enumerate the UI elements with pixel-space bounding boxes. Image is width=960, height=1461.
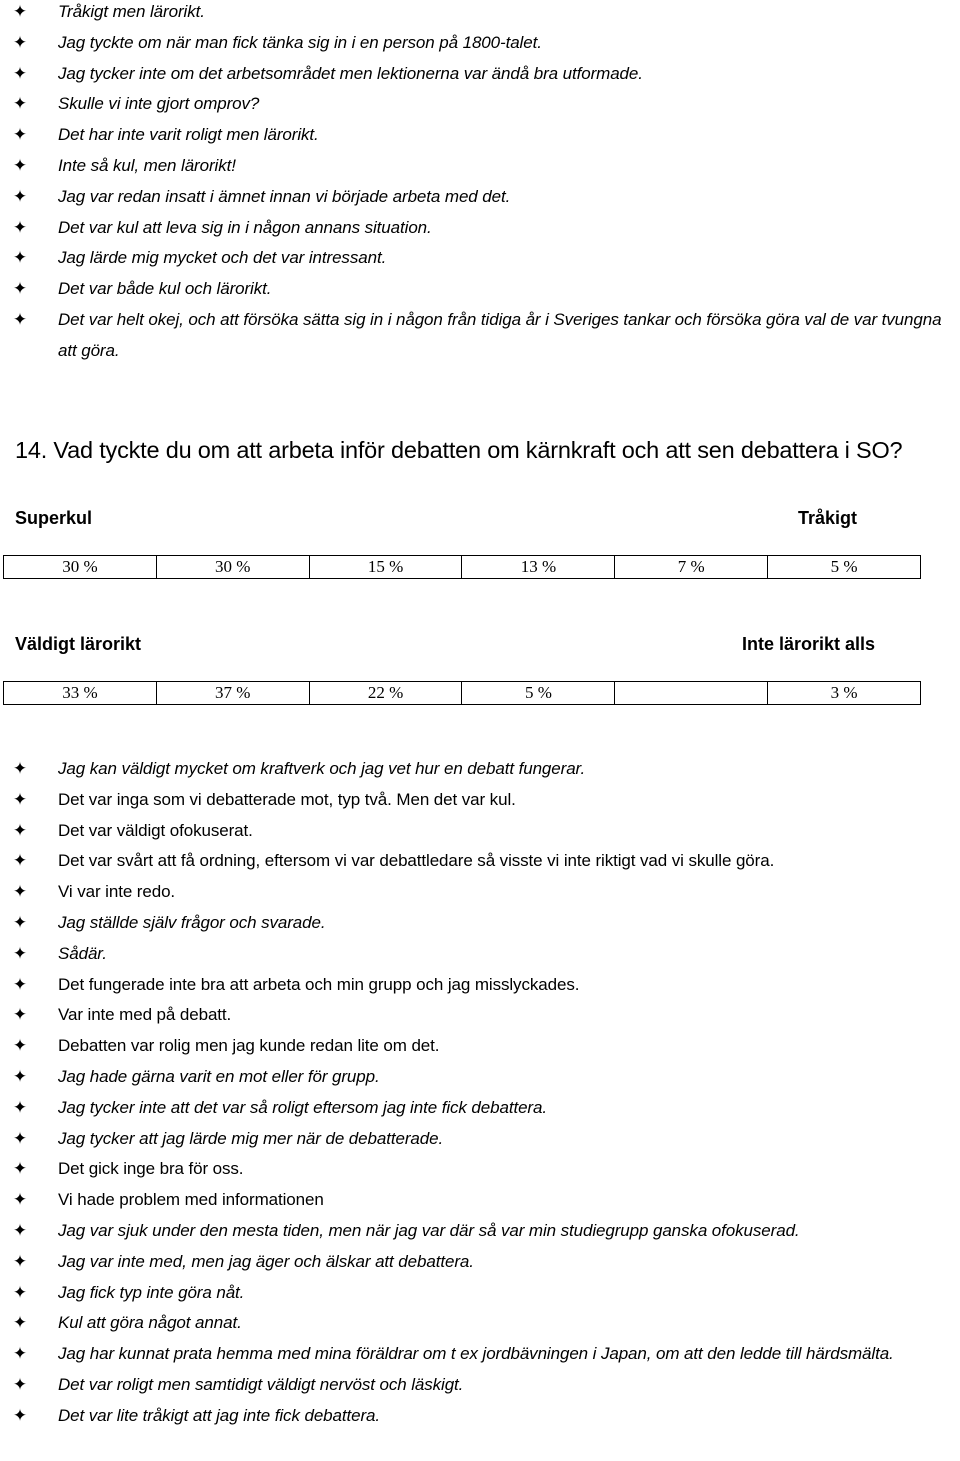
four-pointed-star-icon: ✦	[12, 1066, 28, 1087]
comment-item	[0, 182, 960, 213]
comment-text: Vi hade problem med informationen	[58, 1190, 324, 1210]
comment-item	[0, 213, 960, 244]
comment-text: Det var inga som vi debatterade mot, typ två. Men det var kul.	[58, 789, 516, 809]
comment-text: Jag hade gärna varit en mot eller för grupp.	[58, 1066, 380, 1086]
four-pointed-star-icon: ✦	[12, 2, 28, 22]
fun-scale-table	[3, 555, 921, 579]
four-pointed-star-icon: ✦	[12, 1344, 28, 1365]
comment-item	[0, 1093, 960, 1124]
fun-scale-cell-1: 30 %	[4, 556, 157, 579]
comment-item	[0, 0, 960, 28]
four-pointed-star-icon: ✦	[12, 759, 28, 779]
fun-scale-cell-2: 30 %	[156, 556, 309, 579]
comment-item	[0, 120, 960, 151]
learning-scale-cell-6: 3 %	[768, 682, 921, 705]
four-pointed-star-icon: ✦	[12, 248, 28, 269]
comment-item	[0, 243, 960, 274]
fun-scale-row	[4, 556, 921, 579]
four-pointed-star-icon: ✦	[12, 789, 28, 810]
bottom-comment-list	[0, 754, 960, 1432]
comment-text: Jag ställde själv frågor och svarade.	[58, 912, 326, 932]
fun-scale-cell-6: 5 %	[768, 556, 921, 579]
comment-text: Jag tycker att jag lärde mig mer när de debatterade.	[58, 1128, 444, 1148]
four-pointed-star-icon: ✦	[12, 1005, 28, 1026]
learning-scale-right-label: Inte lärorikt alls	[742, 634, 876, 654]
question-heading: 14. Vad tyckte du om att arbeta inför debatten om kärnkraft och att sen debattera i SO?	[15, 437, 903, 463]
comment-item	[0, 846, 960, 877]
four-pointed-star-icon: ✦	[12, 912, 28, 933]
comment-text: Det har inte varit roligt men lärorikt.	[58, 125, 319, 145]
comment-text: Det var helt okej, och att försöka sätta sig in i någon från tidiga år i Sveriges tankar och försöka göra val de var tvungna att göra.	[58, 309, 942, 360]
four-pointed-star-icon: ✦	[12, 1097, 28, 1118]
four-pointed-star-icon: ✦	[12, 125, 28, 146]
comment-text: Jag var redan insatt i ämnet innan vi började arbeta med det.	[58, 186, 511, 206]
comment-item	[0, 1339, 960, 1370]
comment-text: Jag var inte med, men jag äger och älskar att debattera.	[58, 1251, 474, 1271]
comment-text: Det var roligt men samtidigt väldigt nervöst och läskigt.	[58, 1374, 464, 1394]
comment-text: Jag kan väldigt mycket om kraftverk och jag vet hur en debatt fungerar.	[58, 759, 586, 778]
comment-text: Det var både kul och lärorikt.	[58, 279, 272, 299]
learning-scale-row	[4, 682, 921, 705]
comment-item	[0, 1278, 960, 1309]
comment-text: Inte så kul, men lärorikt!	[58, 155, 236, 175]
four-pointed-star-icon: ✦	[12, 943, 28, 964]
learning-scale-left-label: Väldigt lärorikt	[15, 634, 142, 654]
comment-text: Var inte med på debatt.	[58, 1005, 232, 1025]
comment-text: Jag har kunnat prata hemma med mina föräldrar om t ex jordbävningen i Japan, om att den ledde till härdsmälta.	[58, 1344, 894, 1364]
learning-scale-cell-4: 5 %	[462, 682, 615, 705]
four-pointed-star-icon: ✦	[12, 1159, 28, 1180]
comment-text: Kul att göra något annat.	[58, 1313, 242, 1333]
comment-item	[0, 1401, 960, 1432]
four-pointed-star-icon: ✦	[12, 1036, 28, 1057]
four-pointed-star-icon: ✦	[12, 974, 28, 995]
comment-item	[0, 59, 960, 90]
comment-item	[0, 754, 960, 785]
comment-item	[0, 274, 960, 305]
comment-item	[0, 908, 960, 939]
comment-text: Det var svårt att få ordning, eftersom vi var debattledare så visste vi inte riktigt vad vi skulle göra.	[58, 851, 775, 871]
learning-scale-cell-1: 33 %	[4, 682, 157, 705]
comment-item	[0, 1154, 960, 1185]
comment-text: Skulle vi inte gjort omprov?	[58, 94, 260, 114]
top-comment-list	[0, 0, 960, 367]
four-pointed-star-icon: ✦	[12, 1220, 28, 1241]
comment-item	[0, 970, 960, 1001]
fun-scale-cell-5: 7 %	[615, 556, 768, 579]
comment-item	[0, 1247, 960, 1278]
four-pointed-star-icon: ✦	[12, 309, 28, 330]
comment-item	[0, 1031, 960, 1062]
four-pointed-star-icon: ✦	[12, 1128, 28, 1149]
comment-item	[0, 1124, 960, 1155]
four-pointed-star-icon: ✦	[12, 882, 28, 903]
comment-text: Tråkigt men lärorikt.	[58, 2, 205, 21]
four-pointed-star-icon: ✦	[12, 186, 28, 207]
four-pointed-star-icon: ✦	[12, 1282, 28, 1303]
comment-item	[0, 28, 960, 59]
comment-text: Debatten var rolig men jag kunde redan lite om det.	[58, 1036, 440, 1056]
comment-text: Jag tycker inte att det var så roligt eftersom jag inte fick debattera.	[58, 1097, 547, 1117]
four-pointed-star-icon: ✦	[12, 1190, 28, 1211]
four-pointed-star-icon: ✦	[12, 63, 28, 84]
comment-text: Det gick inge bra för oss.	[58, 1159, 244, 1179]
comment-item	[0, 1000, 960, 1031]
fun-scale-cell-3: 15 %	[309, 556, 462, 579]
comment-item	[0, 1185, 960, 1216]
comment-text: Det fungerade inte bra att arbeta och min grupp och jag misslyckades.	[58, 974, 580, 994]
comment-item	[0, 1370, 960, 1401]
four-pointed-star-icon: ✦	[12, 217, 28, 238]
four-pointed-star-icon: ✦	[12, 820, 28, 841]
four-pointed-star-icon: ✦	[12, 94, 28, 115]
comment-item	[0, 785, 960, 816]
four-pointed-star-icon: ✦	[12, 1374, 28, 1395]
four-pointed-star-icon: ✦	[12, 279, 28, 300]
learning-scale-cell-2: 37 %	[156, 682, 309, 705]
comment-text: Det var lite tråkigt att jag inte fick debattera.	[58, 1405, 381, 1425]
learning-scale-cell-3: 22 %	[309, 682, 462, 705]
comment-item	[0, 1062, 960, 1093]
four-pointed-star-icon: ✦	[12, 1313, 28, 1334]
learning-scale-cell-5	[615, 682, 768, 705]
comment-item	[0, 305, 960, 367]
fun-scale-left-label: Superkul	[15, 508, 93, 528]
learning-scale-table	[3, 681, 921, 705]
four-pointed-star-icon: ✦	[12, 155, 28, 176]
comment-text: Jag tyckte om när man fick tänka sig in i en person på 1800-talet.	[58, 32, 542, 52]
four-pointed-star-icon: ✦	[12, 851, 28, 872]
comment-item	[0, 816, 960, 847]
comment-text: Jag lärde mig mycket och det var intressant.	[58, 248, 387, 268]
four-pointed-star-icon: ✦	[12, 1251, 28, 1272]
comment-text: Jag tycker inte om det arbetsområdet men lektionerna var ändå bra utformade.	[58, 63, 643, 83]
comment-text: Vi var inte redo.	[58, 882, 176, 902]
comment-item	[0, 1308, 960, 1339]
comment-text: Det var väldigt ofokuserat.	[58, 820, 253, 840]
comment-item	[0, 877, 960, 908]
four-pointed-star-icon: ✦	[12, 32, 28, 53]
comment-text: Sådär.	[58, 943, 107, 963]
comment-item	[0, 939, 960, 970]
comment-text: Jag var sjuk under den mesta tiden, men när jag var där så var min studiegrupp ganska ofokuserad.	[58, 1220, 800, 1240]
four-pointed-star-icon: ✦	[12, 1405, 28, 1426]
comment-item	[0, 151, 960, 182]
comment-item	[0, 1216, 960, 1247]
comment-item	[0, 89, 960, 120]
fun-scale-right-label: Tråkigt	[798, 508, 858, 528]
comment-text: Det var kul att leva sig in i någon annans situation.	[58, 217, 432, 237]
comment-text: Jag fick typ inte göra nåt.	[58, 1282, 245, 1302]
fun-scale-cell-4: 13 %	[462, 556, 615, 579]
